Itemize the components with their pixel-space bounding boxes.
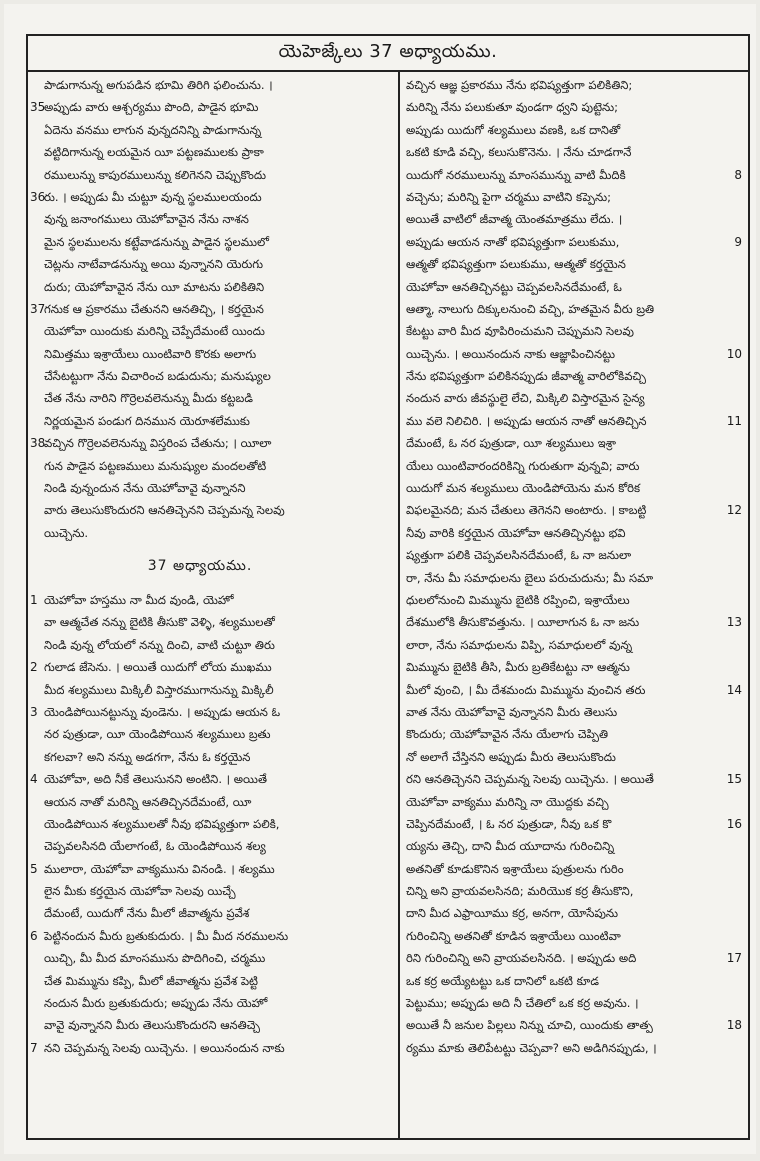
text-line <box>30 74 370 96</box>
verse-text: య్యను తెచ్చి, దాని మీద యూదాను గురించిన్ని <box>406 839 615 854</box>
text-line <box>402 74 742 96</box>
text-line <box>30 902 370 924</box>
text-line <box>30 477 370 499</box>
text-line <box>402 365 742 387</box>
verse-text: వచ్చెను; మరిన్ని పైగా చర్మము వాటిని కప్పెను; <box>406 189 612 204</box>
verse-text: ము వలె నిలిచిరి. । అప్పుడు ఆయన నాతో ఆనతిచ్చిన <box>406 413 647 428</box>
verse-number: 14 <box>726 682 742 697</box>
right-text-column <box>402 74 742 1059</box>
verse-text: గులాడ జేసెను. । అయితే యిదుగో లోయ ముఖము <box>44 660 272 675</box>
chapter-heading: 37 అధ్యాయము. <box>147 558 253 575</box>
text-line <box>30 499 370 521</box>
verse-text: మరిన్ని నేను పలుకుతూ వుండగా ధ్వని పుట్టెను; <box>406 100 619 115</box>
verse-text: మైన స్థలములను కట్టేవాడనున్ను పాడైన స్థలములో <box>44 234 269 249</box>
verse-text: ఒకటి కూడి వచ్చి, కలుసుకొనెను. । నేను చూడగానే <box>406 145 632 160</box>
verse-text: చేత నేను నారిని గొర్రెలవలెనున్ను మీదు కట్టబడి <box>44 391 253 406</box>
verse-text: ర్యము మాకు తెలిపేటట్టు చెప్పవా? అని అడిగినప్పుడు, । <box>406 1040 657 1055</box>
verse-text: వావై వున్నానని మీరు తెలుసుకొందురని ఆనతిచ్చె <box>44 1018 260 1033</box>
verse-text: పాడుగానున్న అగుపడిన భూమి తిరిగి ఫలించును. । <box>44 78 273 92</box>
verse-text: యెహోవా యిందుకు మరిన్ని చెప్పేదేమంటే యిందు <box>44 324 265 339</box>
verse-text: ఏదెను వనము లాగున వున్నదనిన్ని పాడుగానున్న <box>44 122 262 137</box>
text-line <box>30 925 370 947</box>
text-line <box>402 925 742 947</box>
verse-text: చిన్ని అని వ్రాయవలసినది; మరియొక కర్ర తీసుకొని, <box>406 884 634 899</box>
text-line <box>402 634 742 656</box>
text-line <box>30 432 370 454</box>
text-line <box>30 1014 370 1036</box>
text-line <box>30 253 370 275</box>
page-title: యెహెజ్కేలు 37 అధ్యాయము. <box>278 40 498 62</box>
text-line <box>402 723 742 745</box>
text-line <box>402 1014 742 1036</box>
verse-text: కగలవా? అని నన్ను అడగగా, నేను ఓ కర్తయైన <box>44 749 251 764</box>
text-line <box>30 656 370 678</box>
text-line <box>30 410 370 432</box>
text-line <box>402 947 742 969</box>
verse-text: నందున వారు జీవస్థులై లేచి, మిక్కిలి విస్తారమైన సైన్య <box>406 391 645 406</box>
text-line <box>402 701 742 723</box>
text-line <box>402 791 742 813</box>
verse-text: వాత నేను యెహోవావై వున్నానని మీరు తెలుసు <box>406 704 618 719</box>
verse-text: యెహోవా ఆనతిచ్చినట్టు చెప్పవలసినదేమంటే, ఓ <box>406 279 622 294</box>
text-line <box>30 611 370 633</box>
text-line <box>402 858 742 880</box>
text-line <box>402 499 742 521</box>
verse-text: రు. । అప్పుడు మీ చుట్టూ వున్న స్థలములయందు <box>44 189 262 204</box>
text-line <box>30 768 370 790</box>
verse-number: 3 <box>30 704 38 719</box>
verse-text: దాని మీద ఎఫ్రాయీము కర్ర, అనగా, యోసేపును <box>406 906 619 921</box>
verse-text: పెట్టినందున మీరు బ్రతుకుదురు. । మీ మీద నరములను <box>44 928 289 943</box>
text-line <box>402 477 742 499</box>
text-line <box>30 387 370 409</box>
verse-number: 7 <box>30 1040 38 1055</box>
verse-number: 38 <box>30 436 46 451</box>
verse-text: నని చెప్పమన్న సెలవు యిచ్చెను. । అయినందున నాకు <box>44 1040 285 1055</box>
verse-text: యెండిపోయినట్టున్ను వుండెను. । అప్పుడు ఆయన ఓ <box>44 704 281 719</box>
verse-text: మిమ్మును బైటికి తీసి, మీరు బ్రతికేటట్టు నా ఆత్మను <box>406 660 630 675</box>
verse-text: అప్పుడు యిదుగో శల్యములు వణకి, ఒక దానితో <box>406 122 621 137</box>
verse-text: గున పాడైన పట్టణములు మనుష్యుల మందలతోటి <box>44 458 267 473</box>
verse-text: యెండిపోయిన శల్యములతో నీవు భవిష్యత్తుగా పలికి, <box>44 816 280 831</box>
text-line <box>402 589 742 611</box>
verse-text: యెహోవా, అది నీకే తెలుసునని అంటిని. । అయితే <box>44 772 267 787</box>
text-line <box>30 164 370 186</box>
verse-text: మీద శల్యములు మిక్కిలీ విస్తారముగానున్ను మిక్కిలీ <box>44 682 274 697</box>
text-line <box>402 1037 742 1059</box>
text-line <box>30 96 370 118</box>
verse-text: చెప్పవలసినది యేలాగంటే, ఓ యెండిపోయిన శల్య <box>44 839 266 854</box>
verse-text: నిర్ణయమైన పండుగ దినమున యెరూశలేముకు <box>44 413 250 428</box>
verse-text: నర పుత్రుడా, యీ యెండిపోయిన శల్యములు బ్రతు <box>44 727 271 742</box>
text-line <box>402 119 742 141</box>
text-line <box>402 746 742 768</box>
verse-number: 8 <box>734 167 742 182</box>
text-line <box>30 791 370 813</box>
verse-text: యిచ్చెను. <box>44 525 89 540</box>
text-line <box>402 298 742 320</box>
verse-text: చెట్లను నాటేవాడనున్ను అయి వున్నానని యెరుగు <box>44 257 264 272</box>
text-line <box>30 522 370 544</box>
text-line <box>402 208 742 230</box>
verse-text: అయితే వాటిలో జీవాత్మ యెంతమాత్రము లేదు. । <box>406 212 623 227</box>
verse-text: గనుక ఆ ప్రకారము చేతునని ఆనతిచ్చి, । కర్తయైన <box>44 301 264 316</box>
text-line <box>402 186 742 208</box>
text-line <box>402 432 742 454</box>
text-line <box>402 970 742 992</box>
verse-number: 10 <box>726 346 742 361</box>
verse-text: దేశములోకి తీసుకొవత్తును. । యీలాగున ఓ నా జను <box>406 615 640 630</box>
verse-text: వున్న జనాంగములు యెహోవావైన నేను నాశన <box>44 212 249 227</box>
verse-text: వచ్చిన గొర్రెలవలెనున్ను విస్తరింప చేతును; । యీలా <box>44 436 272 451</box>
verse-number: 6 <box>30 928 38 943</box>
verse-text: వచ్చిన ఆజ్ఞ ప్రకారము నేను భవిష్యత్తుగా పలికితిని; <box>406 78 633 92</box>
verse-text: దురు; యెహోవావైన నేను యీ మాటను పలికితిని <box>44 279 265 294</box>
verse-number: 18 <box>726 1018 742 1033</box>
verse-number: 4 <box>30 772 38 787</box>
verse-number: 5 <box>30 861 38 876</box>
text-line <box>30 186 370 208</box>
verse-text: నిమిత్తము ఇశ్రాయేలు యింటివారి కొరకు అలాగు <box>44 346 257 361</box>
text-line <box>402 679 742 701</box>
text-line <box>30 858 370 880</box>
text-line <box>402 656 742 678</box>
verse-text: నేను భవిష్యత్తుగా పలికినప్పుడు జీవాత్మ వారిలోకివచ్చి <box>406 369 646 384</box>
verse-text: నో అలాగే చేస్తినని అప్పుడు మీరు తెలుసుకొందు <box>406 749 616 764</box>
column-divider <box>398 70 400 1138</box>
verse-text: యిదుగో మన శల్యములు యెండిపోయెను మన కోరిక <box>406 481 641 496</box>
verse-number: 2 <box>30 660 38 675</box>
text-line <box>402 343 742 365</box>
text-line <box>402 544 742 566</box>
verse-text: కేటట్టు వారి మీద వూపిరించుమని చెప్పుమని సెలవు <box>406 324 634 339</box>
text-line <box>402 813 742 835</box>
verse-text: మీలో వుంచి, । మీ దేశమందు మిమ్మును వుంచిన తరు <box>406 682 646 697</box>
text-line <box>402 164 742 186</box>
verse-text: చెప్పినదేమంటే, । ఓ నర పుత్రుడా, నీవు ఒక కొ <box>406 816 612 831</box>
verse-text: దేమంటే, యిదుగో నేను మీలో జీవాత్మను ప్రవేశ <box>44 906 250 921</box>
text-line <box>30 880 370 902</box>
text-line <box>402 768 742 790</box>
verse-text: యిచ్చి, మీ మీద మాంసమును పొదిగించి, చర్మము <box>44 951 266 966</box>
text-line <box>30 455 370 477</box>
verse-text: వట్టిదిగానున్న లయమైన యీ పట్టణములకు ప్రాకా <box>44 145 264 160</box>
text-line <box>30 276 370 298</box>
text-frame <box>26 70 750 1140</box>
text-line <box>30 119 370 141</box>
text-line <box>402 611 742 633</box>
verse-text: ఒక కర్ర అయ్యేటట్టు ఒక దానిలో ఒకటి కూడ <box>406 973 599 988</box>
text-line <box>402 992 742 1014</box>
verse-text: అప్పుడు వారు ఆశ్చర్యము పొంది, పాడైన భూమి <box>44 100 259 115</box>
verse-text: ఆయన నాతో మరిన్ని ఆనతిచ్చినదేమంటే, యీ <box>44 794 252 809</box>
verse-text: విఫలమైనది; మన చేతులు తెగెనని అంటారు. । కాబట్టి <box>406 503 647 518</box>
verse-text: యిదుగో నరములున్ను మాంసమున్ను వాటి మీదికి <box>406 167 626 182</box>
text-line <box>402 567 742 589</box>
verse-number: 35 <box>30 100 46 115</box>
verse-text: నీవు వారికి కర్తయైన యెహోవా ఆనతిచ్చినట్టు భవి <box>406 525 626 540</box>
verse-text: గురించిన్ని అతనితో కూడిన ఇశ్రాయేలు యింటివా <box>406 928 621 943</box>
verse-number: 12 <box>726 503 742 518</box>
chapter-header <box>26 34 750 72</box>
verse-text: అప్పుడు ఆయన నాతో భవిష్యత్తుగా పలుకుము, <box>406 234 620 249</box>
verse-text: రా, నేను మీ సమాధులను బైలు పరుచుదును; మీ సమా <box>406 570 654 585</box>
text-line <box>402 253 742 275</box>
text-line <box>30 589 370 611</box>
verse-text: వారు తెలుసుకొందురని ఆనతిచ్చెనని చెప్పమన్న సెలవు <box>44 503 285 518</box>
verse-text: చేసేటట్టుగా నేను విచారించ బడుదును; మనుష్యుల <box>44 369 271 384</box>
text-line <box>402 835 742 857</box>
text-line <box>30 1037 370 1059</box>
verse-text: కొందురు; యెహోవావైన నేను యేలాగు చెప్పితి <box>406 727 609 742</box>
verse-text: ములారా, యెహోవా వాక్యమును వినండి. । శల్యము <box>44 861 275 876</box>
verse-text: నిండి వున్నందున నేను యెహోవావై వున్నానని <box>44 481 246 496</box>
verse-text: పెట్టుము; అప్పుడు అది నీ చేతిలో ఒక కర్ర అవును. । <box>406 996 639 1011</box>
verse-text: అయితే నీ జనుల పిల్లలు నిన్ను చూచి, యిందుకు తాత్ప <box>406 1018 653 1033</box>
text-line <box>402 522 742 544</box>
text-line <box>30 835 370 857</box>
text-line <box>30 208 370 230</box>
text-line <box>402 880 742 902</box>
verse-text: రిని గురించిన్ని అని వ్రాయవలసినది. । అప్పుడు అది <box>406 951 637 966</box>
text-line <box>402 320 742 342</box>
verse-text: యెహోవా హస్తము నా మీద వుండి, యెహో <box>44 593 234 607</box>
verse-number: 13 <box>726 615 742 630</box>
verse-text: ఆత్మా, నాలుగు దిక్కులనుంచి వచ్చి, హతమైన వీరు బ్రతి <box>406 301 655 316</box>
left-text-column <box>30 74 370 1059</box>
verse-text: లారా, నేను సమాధులను విప్పి, సమాధులలో వున్న <box>406 637 633 652</box>
verse-number: 36 <box>30 189 46 204</box>
text-line <box>402 387 742 409</box>
text-line <box>30 813 370 835</box>
text-line <box>30 365 370 387</box>
verse-text: నిండి వున్న లోయలో నన్ను దించి, వాటి చుట్టూ తిరు <box>44 637 275 652</box>
verse-text: రములున్ను కాపురములున్ను కలిగెనని చెప్పుకొందు <box>44 167 267 182</box>
text-line <box>402 455 742 477</box>
scripture-page <box>4 4 756 1154</box>
text-line <box>402 231 742 253</box>
text-line <box>402 276 742 298</box>
verse-text: యేలు యింటివారందరికిన్ని గురుతుగా వున్నవి; వారు <box>406 458 640 473</box>
verse-number: 11 <box>726 413 742 428</box>
text-line <box>402 141 742 163</box>
text-line <box>30 320 370 342</box>
verse-text: రని ఆనతిచ్చెనని చెప్పమన్న సెలవు యిచ్చెను. । అయితే <box>406 772 654 787</box>
text-line <box>402 902 742 924</box>
verse-number: 16 <box>726 816 742 831</box>
verse-text: యిచ్చెను. । అయినందున నాకు ఆజ్ఞాపించినట్టు <box>406 346 616 361</box>
verse-number: 37 <box>30 301 46 316</box>
verse-text: ఆత్మతో భవిష్యత్తుగా పలుకుము, ఆత్మతో కర్తయైన <box>406 257 626 272</box>
text-line <box>30 231 370 253</box>
verse-text: నందున మీరు బ్రతుకుదురు; అప్పుడు నేను యెహో <box>44 996 268 1011</box>
verse-text: ష్యత్తుగా పలికి చెప్పవలసినదేమంటే, ఓ నా జనులా <box>406 548 632 563</box>
verse-number: 15 <box>726 772 742 787</box>
text-line <box>30 947 370 969</box>
verse-number: 9 <box>734 234 742 249</box>
text-line <box>30 141 370 163</box>
text-line <box>402 410 742 432</box>
text-line <box>30 298 370 320</box>
text-line <box>30 701 370 723</box>
verse-number: 17 <box>726 951 742 966</box>
text-line <box>30 992 370 1014</box>
text-line <box>30 343 370 365</box>
verse-text: వా ఆత్మచేత నన్ను బైటికి తీసుకొ వెళ్ళి, శల్యములతో <box>44 615 275 630</box>
verse-text: అతనితో కూడుకొనిన ఇశ్రాయేలు పుత్రులను గురిం <box>406 861 624 876</box>
verse-text: దేమంటే, ఓ నర పుత్రుడా, యీ శల్యములు ఇశ్రా <box>406 436 616 451</box>
text-line <box>30 970 370 992</box>
text-line <box>402 96 742 118</box>
text-line <box>30 746 370 768</box>
text-line <box>30 723 370 745</box>
verse-text: లైన మీకు కర్తయైన యెహోవా సెలవు యిచ్చే <box>44 884 236 899</box>
verse-text: ధులలోనుంచి మిమ్మును బైటికి రప్పించి, ఇశ్రాయేలు <box>406 592 630 607</box>
text-line <box>30 634 370 656</box>
verse-number: 1 <box>30 593 38 607</box>
verse-text: చేత మిమ్మును కప్పి, మీలో జీవాత్మను ప్రవేశ పెట్టి <box>44 973 259 988</box>
text-line <box>30 679 370 701</box>
verse-text: యెహోవా వాక్యము మరిన్ని నా యొద్దకు వచ్చి <box>406 794 609 809</box>
